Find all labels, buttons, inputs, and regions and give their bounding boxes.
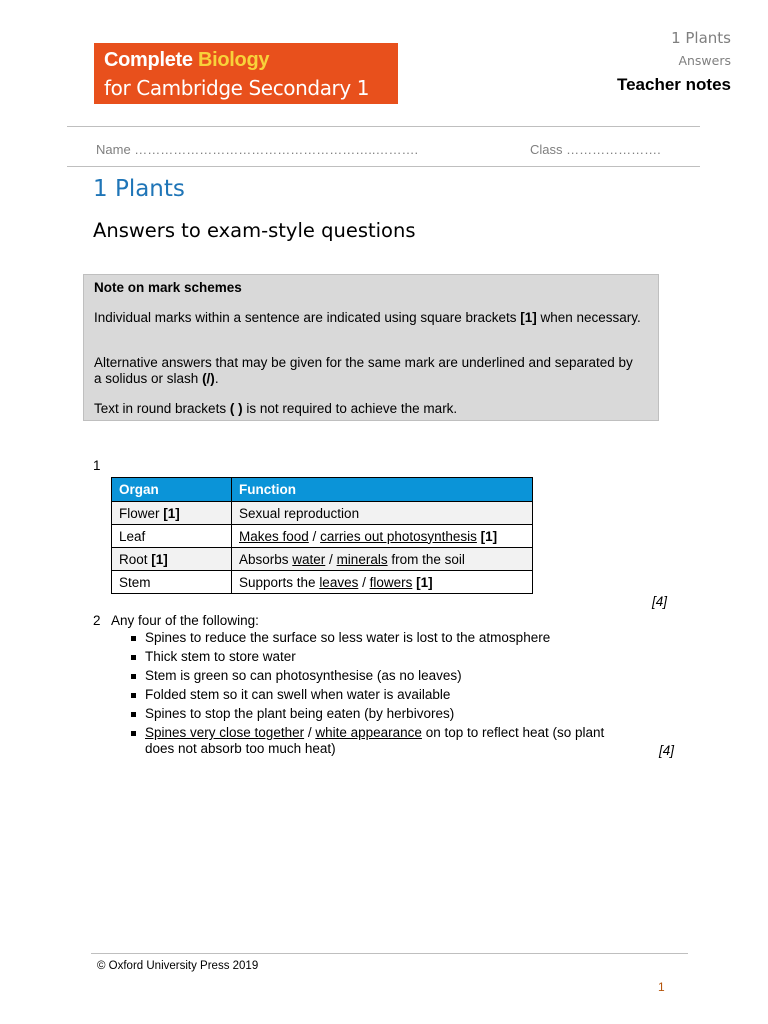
- list-item: Spines to stop the plant being eaten (by herbivores): [131, 706, 631, 722]
- logo-subtitle: for Cambridge Secondary 1: [104, 76, 370, 100]
- list-item: Spines very close together / white appearance on top to reflect heat (so plant does not absorb too much heat): [131, 725, 631, 757]
- divider: [67, 126, 700, 127]
- table-header: Function: [232, 478, 533, 502]
- table-row: [112, 525, 533, 548]
- table-row: [112, 502, 533, 525]
- question-number: 2: [93, 613, 101, 628]
- organ-cell: Root [1]: [112, 548, 232, 571]
- footer-divider: [91, 953, 688, 954]
- organ-cell: Flower [1]: [112, 502, 232, 525]
- table-header-row: [112, 478, 533, 502]
- page-number: 1: [658, 980, 665, 994]
- organ-cell: Leaf: [112, 525, 232, 548]
- table-row: [112, 571, 533, 594]
- bullet-icon: [131, 712, 136, 717]
- note-heading: Note on mark schemes: [94, 280, 242, 295]
- publisher-logo: [94, 43, 398, 104]
- logo-title: Complete Biology: [104, 49, 270, 71]
- mark-scheme-note: [83, 274, 659, 421]
- header-answers: Answers: [678, 53, 731, 68]
- bullet-icon: [131, 655, 136, 660]
- question-marks: [4]: [652, 594, 668, 609]
- page-subtitle: Answers to exam-style questions: [93, 219, 416, 242]
- copyright: © Oxford University Press 2019: [97, 960, 259, 972]
- organ-function-table: [111, 477, 533, 594]
- list-item: Folded stem so it can swell when water is available: [131, 687, 631, 703]
- function-cell: Sexual reproduction: [232, 502, 533, 525]
- list-item: Thick stem to store water: [131, 649, 631, 665]
- table-header: Organ: [112, 478, 232, 502]
- list-item: Stem is green so can photosynthesise (as no leaves): [131, 668, 631, 684]
- note-paragraph: Alternative answers that may be given for the same mark are underlined and separated by a solidus or slash (/).: [94, 355, 633, 386]
- bullet-icon: [131, 693, 136, 698]
- question-intro: Any four of the following:: [111, 613, 259, 628]
- header-teacher-notes: Teacher notes: [616, 75, 731, 94]
- list-item: Spines to reduce the surface so less water is lost to the atmosphere: [131, 630, 631, 646]
- function-cell: Makes food / carries out photosynthesis [1]: [232, 525, 533, 548]
- bullet-icon: [131, 636, 136, 641]
- note-paragraph: Individual marks within a sentence are indicated using square brackets [1] when necessary.: [94, 310, 641, 325]
- function-cell: Absorbs water / minerals from the soil: [232, 548, 533, 571]
- class-field: Class ………………….: [530, 142, 661, 157]
- answer-list: [131, 630, 631, 760]
- question-number: 1: [93, 458, 101, 473]
- table-row: [112, 548, 533, 571]
- page-title: 1 Plants: [93, 176, 185, 202]
- question-marks: [4]: [659, 743, 675, 758]
- note-paragraph: Text in round brackets ( ) is not required to achieve the mark.: [94, 401, 458, 416]
- bullet-icon: [131, 674, 136, 679]
- name-field: Name ………………………………………………..……….: [96, 142, 419, 157]
- divider: [67, 166, 700, 167]
- header-chapter: 1 Plants: [671, 29, 731, 47]
- bullet-icon: [131, 731, 136, 736]
- function-cell: Supports the leaves / flowers [1]: [232, 571, 533, 594]
- organ-cell: Stem: [112, 571, 232, 594]
